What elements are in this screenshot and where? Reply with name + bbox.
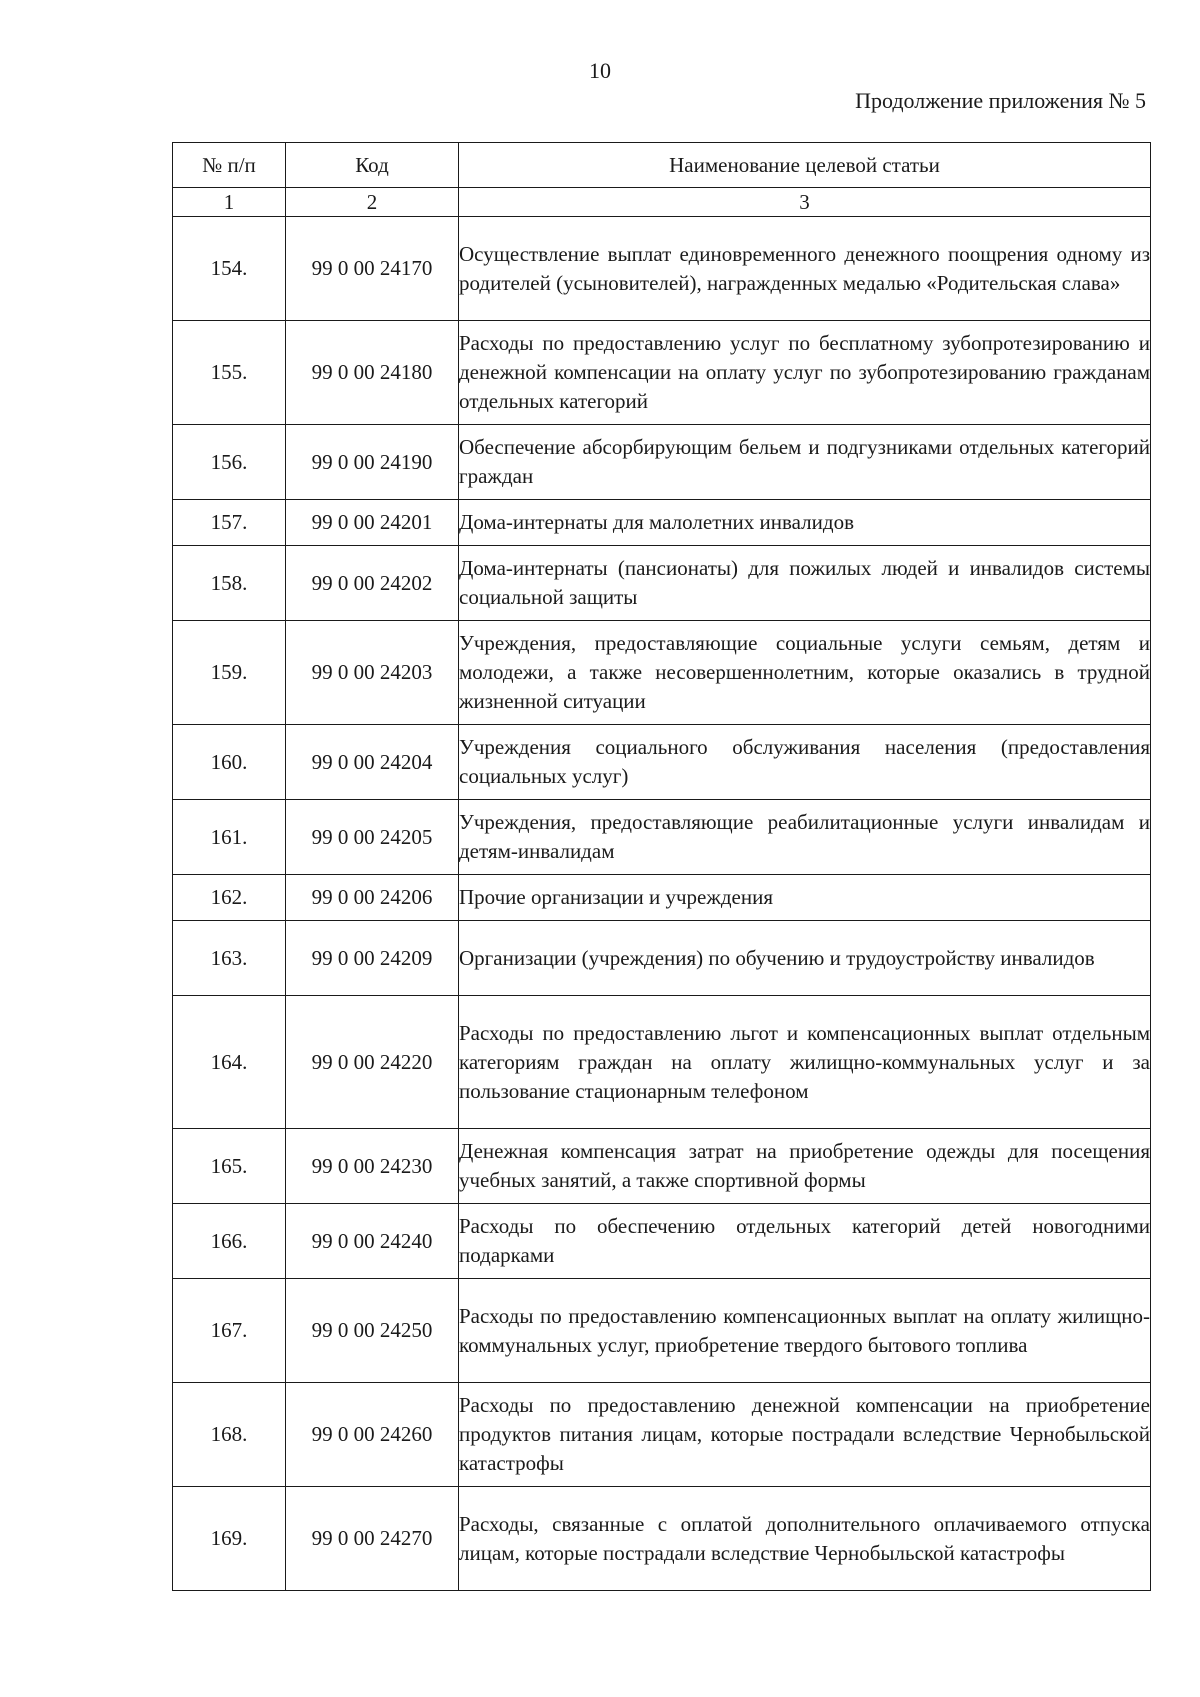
row-number-cell: 166. (173, 1204, 286, 1279)
article-name-cell: Дома-интернаты (пансионаты) для пожилых людей и инвалидов системы социальной защиты (459, 546, 1151, 621)
article-name-cell: Расходы по предоставлению услуг по бесплатному зубопротезированию и денежной компенсации на оплату услуг по зубопротезированию гражданам отдельных категорий (459, 321, 1151, 425)
code-cell: 99 0 00 24270 (286, 1487, 459, 1591)
header-article-name: Наименование целевой статьи (459, 143, 1151, 188)
table-row (173, 321, 1151, 425)
row-number-cell: 162. (173, 875, 286, 921)
code-cell: 99 0 00 24260 (286, 1383, 459, 1487)
table-row (173, 921, 1151, 996)
table-row (173, 425, 1151, 500)
table-body (173, 217, 1151, 1591)
target-articles-table (172, 142, 1151, 1591)
code-cell: 99 0 00 24203 (286, 621, 459, 725)
code-cell: 99 0 00 24230 (286, 1129, 459, 1204)
article-name-cell: Учреждения социального обслуживания населения (предоставления социальных услуг) (459, 725, 1151, 800)
row-number-cell: 168. (173, 1383, 286, 1487)
code-cell: 99 0 00 24206 (286, 875, 459, 921)
table-row (173, 1129, 1151, 1204)
table-row (173, 996, 1151, 1129)
column-number: 3 (459, 188, 1151, 217)
article-name-cell: Осуществление выплат единовременного денежного поощрения одному из родителей (усыновителей), награжденных медалью «Родительская слава» (459, 217, 1151, 321)
code-cell: 99 0 00 24190 (286, 425, 459, 500)
row-number-cell: 161. (173, 800, 286, 875)
column-number: 1 (173, 188, 286, 217)
article-name-cell: Расходы по предоставлению льгот и компенсационных выплат отдельным категориям граждан на оплату жилищно-коммунальных услуг и за пользование стационарным телефоном (459, 996, 1151, 1129)
table-row (173, 725, 1151, 800)
article-name-cell: Расходы по предоставлению компенсационных выплат на оплату жилищно-коммунальных услуг, приобретение твердого бытового топлива (459, 1279, 1151, 1383)
row-number-cell: 160. (173, 725, 286, 800)
row-number-cell: 157. (173, 500, 286, 546)
article-name-cell: Денежная компенсация затрат на приобретение одежды для посещения учебных занятий, а также спортивной формы (459, 1129, 1151, 1204)
table-row (173, 1204, 1151, 1279)
article-name-cell: Прочие организации и учреждения (459, 875, 1151, 921)
table-row (173, 546, 1151, 621)
row-number-cell: 158. (173, 546, 286, 621)
row-number-cell: 163. (173, 921, 286, 996)
table-row (173, 800, 1151, 875)
code-cell: 99 0 00 24209 (286, 921, 459, 996)
article-name-cell: Расходы по обеспечению отдельных категорий детей новогодними подарками (459, 1204, 1151, 1279)
row-number-cell: 164. (173, 996, 286, 1129)
code-cell: 99 0 00 24201 (286, 500, 459, 546)
page-number: 10 (589, 58, 611, 83)
article-name-cell: Расходы, связанные с оплатой дополнительного оплачиваемого отпуска лицам, которые пострадали вследствие Чернобыльской катастрофы (459, 1487, 1151, 1591)
row-number-cell: 155. (173, 321, 286, 425)
article-name-cell: Учреждения, предоставляющие социальные услуги семьям, детям и молодежи, а также несовершеннолетним, которые оказались в трудной жизненной ситуации (459, 621, 1151, 725)
column-number: 2 (286, 188, 459, 217)
code-cell: 99 0 00 24202 (286, 546, 459, 621)
code-cell: 99 0 00 24204 (286, 725, 459, 800)
code-cell: 99 0 00 24240 (286, 1204, 459, 1279)
article-name-cell: Учреждения, предоставляющие реабилитационные услуги инвалидам и детям-инвалидам (459, 800, 1151, 875)
header-row-number: № п/п (173, 143, 286, 188)
header-code: Код (286, 143, 459, 188)
code-cell: 99 0 00 24170 (286, 217, 459, 321)
table-row (173, 500, 1151, 546)
table-row (173, 1487, 1151, 1591)
code-cell: 99 0 00 24220 (286, 996, 459, 1129)
code-cell: 99 0 00 24205 (286, 800, 459, 875)
row-number-cell: 159. (173, 621, 286, 725)
article-name-cell: Дома-интернаты для малолетних инвалидов (459, 500, 1151, 546)
row-number-cell: 154. (173, 217, 286, 321)
row-number-cell: 167. (173, 1279, 286, 1383)
code-cell: 99 0 00 24250 (286, 1279, 459, 1383)
article-name-cell: Обеспечение абсорбирующим бельем и подгузниками отдельных категорий граждан (459, 425, 1151, 500)
row-number-cell: 156. (173, 425, 286, 500)
code-cell: 99 0 00 24180 (286, 321, 459, 425)
row-number-cell: 165. (173, 1129, 286, 1204)
table-row (173, 1383, 1151, 1487)
appendix-continuation-note: Продолжение приложения № 5 (855, 88, 1146, 113)
table-row (173, 217, 1151, 321)
table-row (173, 875, 1151, 921)
article-name-cell: Расходы по предоставлению денежной компенсации на приобретение продуктов питания лицам, которые пострадали вследствие Чернобыльской катастрофы (459, 1383, 1151, 1487)
table-row (173, 1279, 1151, 1383)
article-name-cell: Организации (учреждения) по обучению и трудоустройству инвалидов (459, 921, 1151, 996)
row-number-cell: 169. (173, 1487, 286, 1591)
column-numbers-row (173, 188, 1151, 217)
table-header-row (173, 143, 1151, 188)
table-row (173, 621, 1151, 725)
